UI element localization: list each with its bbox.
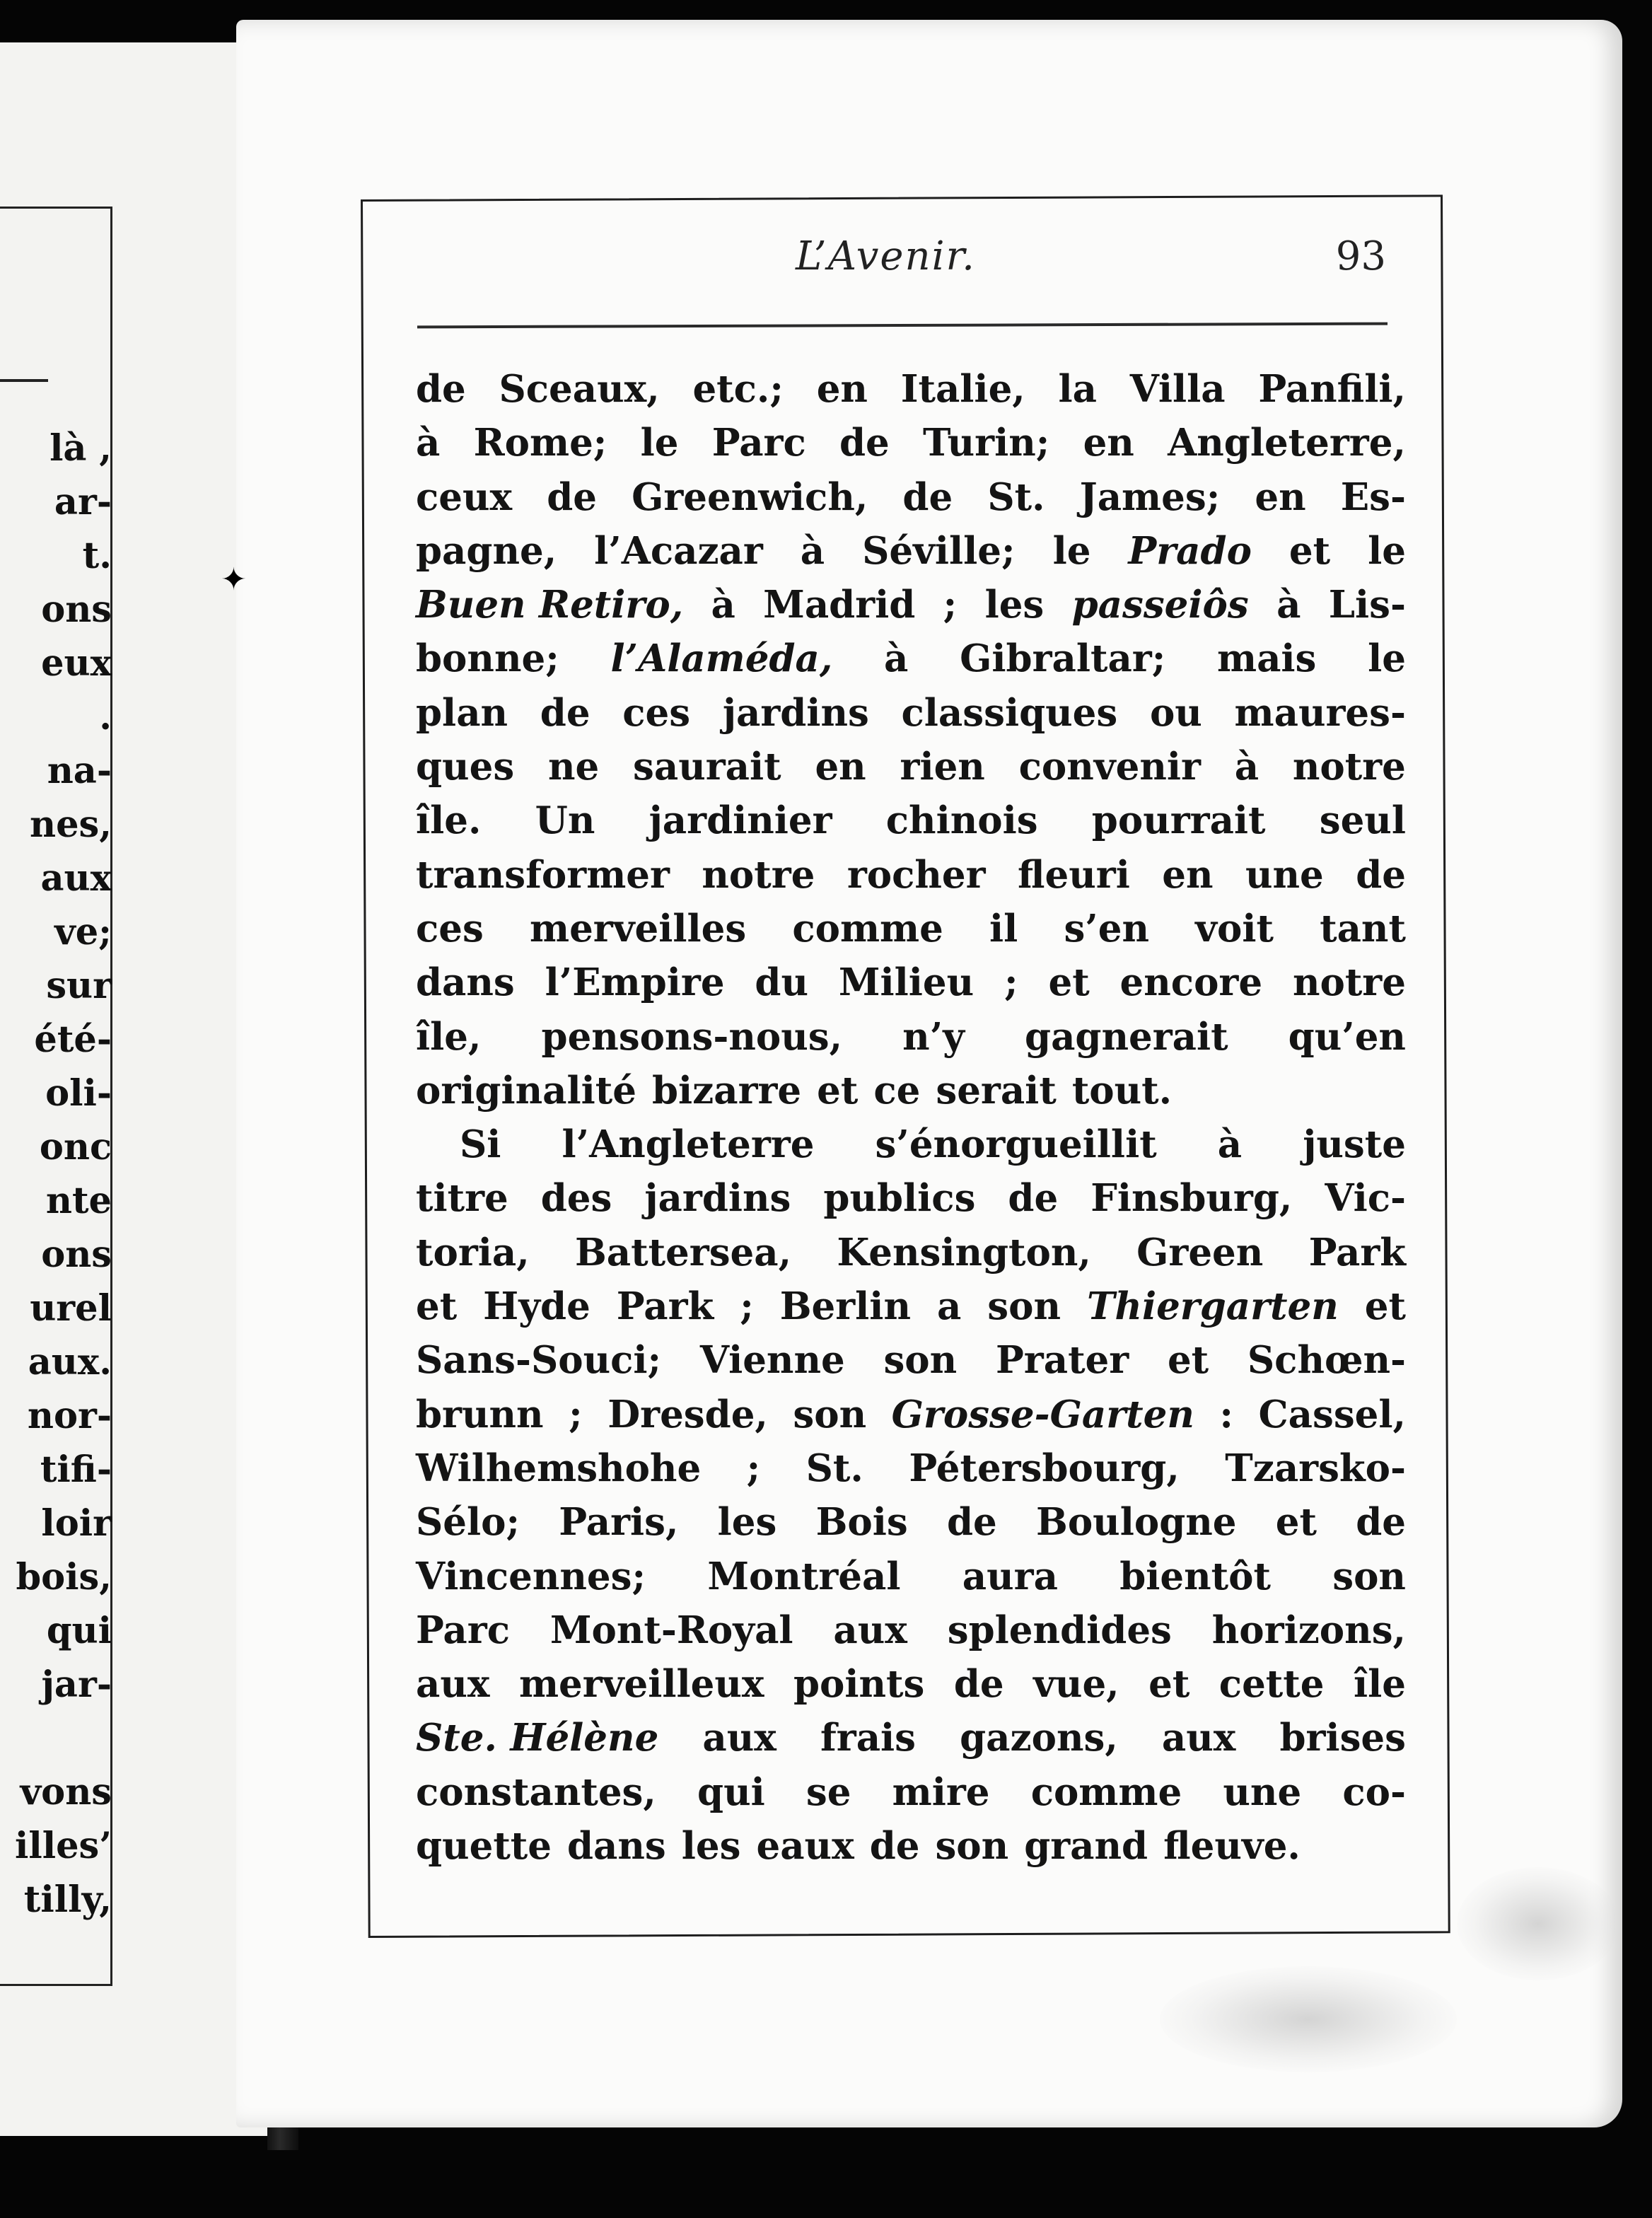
word: Séville; (862, 528, 1016, 573)
word: chinois (885, 799, 1038, 843)
word: ces (622, 690, 691, 735)
word: aux (702, 1716, 776, 1760)
word: Mont-Royal (549, 1608, 793, 1652)
word: en (815, 745, 866, 789)
word: île. (416, 799, 482, 843)
word: et (1048, 960, 1090, 1005)
word: son (883, 1338, 958, 1383)
text-line (416, 1819, 1406, 1873)
text-line (416, 1171, 1406, 1225)
word: Boulogne (1036, 1500, 1237, 1545)
word: à (884, 637, 909, 681)
word: de (547, 475, 598, 519)
text-line (416, 1117, 1406, 1171)
word: Italie, (900, 367, 1025, 411)
previous-page (0, 42, 277, 2136)
word: comme (792, 906, 943, 951)
word: Sélo; (416, 1500, 520, 1545)
word: de (1356, 852, 1406, 897)
paper-stain (1160, 1966, 1457, 2072)
word: Grosse-Garten (891, 1392, 1194, 1436)
word: ne (547, 745, 600, 789)
previous-page-line: onc (39, 1126, 112, 1168)
text-line (416, 362, 1406, 416)
word: points (793, 1662, 925, 1707)
previous-page-line: oli- (45, 1072, 112, 1115)
word: à (416, 421, 441, 465)
word: Greenwich, (632, 475, 868, 519)
previous-page-line: aux. (28, 1341, 112, 1383)
word: transformer (416, 852, 670, 897)
word: splendides (947, 1608, 1172, 1652)
word: toria, (416, 1230, 530, 1275)
word: notre (702, 852, 815, 897)
text-line (416, 1333, 1406, 1387)
previous-page-line: ons (41, 1233, 112, 1276)
text-line (416, 1010, 1406, 1064)
paper-stain (1457, 1867, 1619, 1980)
word: eaux (756, 1824, 854, 1869)
word: Rome; (473, 421, 607, 465)
word: à (711, 583, 735, 627)
previous-page-line: ons (41, 588, 112, 631)
text-line (416, 1495, 1406, 1549)
word: Panfili, (1258, 367, 1406, 411)
previous-page-line: loir (41, 1502, 112, 1545)
word: le (1368, 528, 1406, 573)
word: île, (416, 1014, 482, 1059)
word: Turin; (923, 421, 1050, 465)
word: aux (416, 1662, 490, 1707)
text-line (416, 416, 1406, 470)
text-line (416, 1279, 1406, 1333)
word: qu’en (1288, 1014, 1406, 1059)
word: Finsburg, (1090, 1176, 1293, 1221)
word: et (416, 1284, 458, 1329)
word: en (1162, 852, 1214, 897)
previous-page-line: jar- (41, 1663, 112, 1706)
previous-page-line: ve; (54, 911, 112, 953)
word: son (793, 1392, 867, 1436)
word: ces (416, 906, 484, 951)
word: Lis- (1328, 583, 1406, 627)
word: Dresde, (607, 1392, 768, 1436)
word: : (1219, 1392, 1233, 1436)
word: Sceaux, (499, 367, 660, 411)
word: merveilles (530, 906, 747, 951)
word: rien (900, 745, 985, 789)
word: son (987, 1284, 1061, 1329)
word: Villa (1129, 367, 1226, 411)
text-line (416, 1657, 1406, 1711)
word: des (540, 1176, 612, 1221)
word: la (1058, 367, 1097, 411)
word: vue, (1033, 1662, 1119, 1707)
word: bizarre (651, 1068, 802, 1113)
word: Sans-Souci; (416, 1338, 662, 1383)
word: il (989, 906, 1018, 951)
word: plan (416, 690, 508, 735)
word: frais (820, 1716, 917, 1760)
word: ; (1004, 960, 1018, 1005)
word: grand (1024, 1824, 1148, 1869)
text-line (416, 1711, 1406, 1765)
text-line (416, 524, 1406, 578)
word: de (947, 1500, 997, 1545)
word: dans (416, 960, 515, 1005)
text-line (416, 902, 1406, 956)
previous-page-line: là , (50, 427, 112, 470)
word: Thiergarten (1086, 1284, 1339, 1329)
text-line (416, 1226, 1406, 1279)
word: les (717, 1500, 777, 1545)
word: ce (873, 1068, 921, 1113)
word: l’Angleterre (562, 1122, 815, 1167)
word: bientôt (1119, 1554, 1271, 1598)
previous-page-line: nte (45, 1180, 112, 1222)
word: brunn (416, 1392, 544, 1436)
word: s’énorgueillit (875, 1122, 1157, 1167)
previous-page-line: qui (46, 1610, 112, 1652)
word: passeiôs (1071, 583, 1249, 627)
word: et (817, 1068, 859, 1113)
word: aura (962, 1554, 1058, 1598)
word: Madrid (763, 583, 916, 627)
previous-page-line: . (99, 696, 112, 738)
word: titre (416, 1176, 508, 1221)
word: en (1255, 475, 1306, 519)
word: jardins (722, 690, 869, 735)
word: l’Acazar (594, 528, 763, 573)
word: Berlin (779, 1284, 911, 1329)
word: ; (569, 1392, 583, 1436)
word: horizons, (1211, 1608, 1406, 1652)
word: Es- (1340, 475, 1406, 519)
word: Milieu (838, 960, 975, 1005)
word: tout. (1071, 1068, 1173, 1113)
text-line (416, 1388, 1406, 1441)
word: mais (1217, 637, 1317, 681)
previous-page-line: nor- (27, 1395, 112, 1437)
word: brises (1279, 1716, 1406, 1760)
text-line (416, 1441, 1406, 1495)
word: rocher (847, 852, 986, 897)
word: les (984, 583, 1045, 627)
word: et (1167, 1338, 1209, 1383)
word: fleuri (1017, 852, 1130, 897)
word: ; (746, 1446, 761, 1490)
word: Battersea, (574, 1230, 792, 1275)
previous-page-line: tilly, (23, 1879, 112, 1921)
word: pourrait (1091, 799, 1266, 843)
text-line (416, 956, 1406, 1009)
text-line (416, 578, 1406, 632)
previous-page-line: nes, (30, 803, 112, 846)
word: mire (892, 1770, 990, 1814)
word: juste (1303, 1122, 1406, 1167)
word: comme (1030, 1770, 1182, 1814)
word: l’Alaméda, (610, 637, 833, 681)
word: Montréal (707, 1554, 901, 1598)
word: publics (823, 1176, 976, 1221)
previous-page-line: tifi- (40, 1448, 112, 1491)
word: et (1364, 1284, 1406, 1329)
word: originalité (416, 1068, 636, 1113)
word: à (1234, 745, 1260, 789)
word: notre (1292, 960, 1406, 1005)
word: jardins (644, 1176, 791, 1221)
word: son (935, 1824, 1009, 1869)
page-title: L’Avenir. (796, 233, 976, 279)
word: a (936, 1284, 962, 1329)
word: aux (833, 1608, 907, 1652)
word: seul (1319, 799, 1406, 843)
word: une (1223, 1770, 1302, 1814)
word: James; (1079, 475, 1221, 519)
word: de (869, 1824, 920, 1869)
word: co- (1342, 1770, 1406, 1814)
word: encore (1119, 960, 1263, 1005)
word: le (1368, 637, 1406, 681)
running-head (410, 233, 1393, 290)
word: St. (805, 1446, 863, 1490)
word: pensons-nous, (541, 1014, 843, 1059)
word: les (681, 1824, 741, 1869)
word: qui (697, 1770, 765, 1814)
text-line (416, 794, 1406, 847)
word: Pétersbourg, (909, 1446, 1180, 1490)
word: maures- (1234, 690, 1406, 735)
word: de (1356, 1500, 1406, 1545)
word: dans (567, 1824, 666, 1869)
text-line (416, 686, 1406, 740)
word: Si (460, 1122, 501, 1167)
word: Prater (995, 1338, 1129, 1383)
word: Buen Retiro, (416, 583, 684, 627)
word: constantes, (416, 1770, 656, 1814)
word: du (755, 960, 808, 1005)
word: fleuve. (1163, 1824, 1301, 1869)
word: Angleterre, (1168, 421, 1406, 465)
word: serait (936, 1068, 1057, 1113)
word: saurait (633, 745, 781, 789)
word: cette (1218, 1662, 1325, 1707)
word: Bois (815, 1500, 908, 1545)
word: Schœn- (1247, 1338, 1406, 1383)
previous-page-line: sur (46, 965, 112, 1007)
text-line (416, 1064, 1406, 1117)
text-line (416, 632, 1406, 685)
word: à (800, 528, 825, 573)
previous-page-text (0, 422, 112, 1927)
word: Vic- (1325, 1176, 1406, 1221)
word: Cassel, (1258, 1392, 1406, 1436)
text-line (416, 848, 1406, 902)
text-line (416, 1603, 1406, 1657)
word: quette (416, 1824, 552, 1869)
word: Vienne (699, 1338, 845, 1383)
word: à (1217, 1122, 1243, 1167)
word: de (839, 421, 890, 465)
previous-page-line: na- (47, 750, 112, 792)
word: jardinier (648, 799, 832, 843)
word: Kensington, (837, 1230, 1091, 1275)
word: tant (1320, 906, 1406, 951)
word: convenir (1018, 745, 1201, 789)
word: pagne, (416, 528, 557, 573)
word: en (1083, 421, 1134, 465)
word: n’y (902, 1014, 965, 1059)
word: et (1289, 528, 1331, 573)
word: voit (1195, 906, 1274, 951)
word: classiques (901, 690, 1118, 735)
word: merveilleux (518, 1662, 764, 1707)
word: ceux (416, 475, 513, 519)
word: de (416, 367, 466, 411)
word: Un (535, 799, 595, 843)
word: gagnerait (1025, 1014, 1228, 1059)
word: son (1332, 1554, 1406, 1598)
word: s’en (1064, 906, 1150, 951)
word: Ste. Hélène (416, 1716, 659, 1760)
previous-page-line: été- (34, 1018, 112, 1061)
word: Park (1308, 1230, 1406, 1275)
text-line (416, 1765, 1406, 1819)
body-text (416, 362, 1406, 1873)
previous-page-line: t. (82, 535, 112, 577)
previous-page-line: aux (40, 857, 112, 900)
previous-page-line: ar- (54, 481, 112, 523)
previous-page-line (0, 1712, 112, 1765)
word: Gibraltar; (960, 637, 1166, 681)
word: le (1052, 528, 1091, 573)
text-line (416, 1550, 1406, 1603)
word: une (1245, 852, 1324, 897)
word: etc.; (692, 367, 784, 411)
word: Park (616, 1284, 714, 1329)
text-line (416, 740, 1406, 794)
word: de (1008, 1176, 1059, 1221)
previous-page-line: illes’ (14, 1825, 112, 1867)
binding-mark-icon: ✦ (221, 562, 247, 598)
word: bonne; (416, 637, 559, 681)
word: île (1353, 1662, 1406, 1707)
word: de (540, 690, 591, 735)
word: de (953, 1662, 1004, 1707)
previous-page-line: bois, (16, 1556, 112, 1598)
word: gazons, (960, 1716, 1118, 1760)
previous-page-line: eux (41, 642, 112, 685)
word: se (805, 1770, 851, 1814)
word: Vincennes; (416, 1554, 646, 1598)
word: Green (1136, 1230, 1264, 1275)
word: à (1276, 583, 1301, 627)
page-number: 93 (1335, 233, 1386, 279)
previous-page-rule (0, 379, 48, 382)
word: ; (740, 1284, 754, 1329)
word: Paris, (559, 1500, 679, 1545)
word: ou (1149, 690, 1202, 735)
word: Hyde (483, 1284, 591, 1329)
word: Parc (416, 1608, 510, 1652)
word: de (902, 475, 953, 519)
word: Wilhemshohe (416, 1446, 702, 1490)
word: en (816, 367, 868, 411)
word: et (1275, 1500, 1317, 1545)
word: ques (416, 745, 515, 789)
word: St. (987, 475, 1045, 519)
word: aux (1161, 1716, 1236, 1760)
word: ; (943, 583, 958, 627)
word: Tzarsko- (1225, 1446, 1406, 1490)
word: notre (1292, 745, 1406, 789)
previous-page-line: urel (30, 1287, 112, 1330)
word: Parc (711, 421, 806, 465)
word: l’Empire (545, 960, 725, 1005)
previous-page-line: vons (20, 1771, 112, 1813)
word: et (1148, 1662, 1190, 1707)
word: Prado (1128, 528, 1252, 573)
word: le (640, 421, 679, 465)
text-line (416, 470, 1406, 524)
